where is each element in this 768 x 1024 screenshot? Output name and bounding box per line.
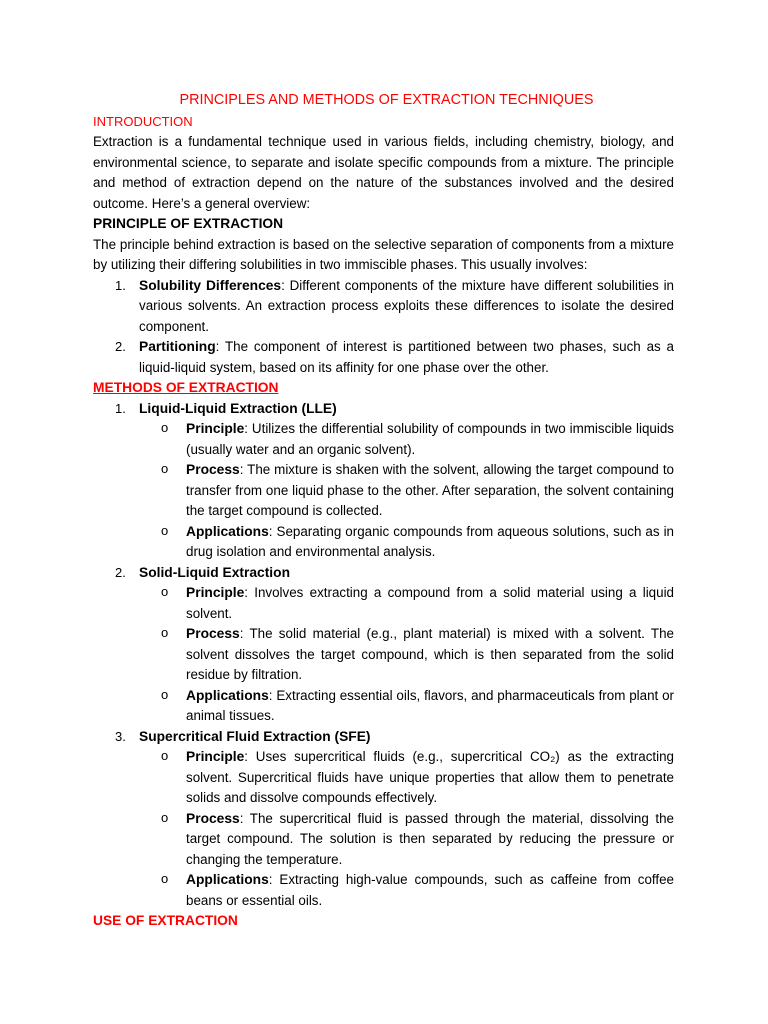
subitem-text: : Utilizes the differential solubility of compounds in two immiscible liquids (usually water and an organic solvent). bbox=[186, 421, 674, 457]
method-subitem bbox=[93, 583, 674, 624]
bullet: o bbox=[161, 871, 169, 886]
bullet: o bbox=[161, 686, 169, 702]
method-sublist bbox=[93, 419, 674, 563]
method-details bbox=[93, 419, 674, 563]
subitem-term: Applications bbox=[186, 872, 269, 887]
bullet: o bbox=[161, 522, 169, 538]
method-details bbox=[93, 583, 674, 727]
method-subitem bbox=[93, 624, 674, 686]
method-name: Liquid-Liquid Extraction (LLE) bbox=[139, 400, 337, 416]
subitem-term: Principle bbox=[186, 585, 245, 600]
method-subitem bbox=[93, 460, 674, 522]
subitem-text: : Involves extracting a compound from a solid material using a liquid solvent. bbox=[186, 585, 674, 621]
principle-list-item bbox=[93, 276, 674, 338]
method-item bbox=[93, 563, 674, 584]
method-details bbox=[93, 747, 674, 911]
method-item bbox=[93, 727, 674, 748]
principle-list-item bbox=[93, 337, 674, 378]
introduction-heading: INTRODUCTION bbox=[93, 113, 193, 129]
list-number: 3. bbox=[115, 728, 126, 744]
method-subitem bbox=[93, 686, 674, 727]
subitem-term: Applications bbox=[186, 523, 269, 539]
subitem-text: : The solid material (e.g., plant material) is mixed with a solvent. The solvent dissolves the target compound, which is then separated from the solid residue by filtration. bbox=[186, 626, 674, 682]
principle-paragraph: The principle behind extraction is based on the selective separation of components from a mixture by utilizing their differing solubilities in two immiscible phases. This usually involves: bbox=[93, 236, 674, 272]
subitem-text: : Extracting essential oils, flavors, and pharmaceuticals from plant or animal tissues. bbox=[186, 687, 674, 723]
list-number: 2. bbox=[115, 339, 126, 354]
bullet: o bbox=[161, 625, 169, 640]
subitem-term: Process bbox=[186, 626, 240, 641]
subitem-text: : Extracting high-value compounds, such as caffeine from coffee beans or essential oils. bbox=[186, 872, 674, 908]
bullet: o bbox=[161, 809, 169, 825]
principle-text: : The component of interest is partitioned between two phases, such as a liquid-liquid system, based on its affinity for one phase over the other. bbox=[139, 339, 674, 375]
method-subitem bbox=[93, 870, 674, 911]
method-subitem bbox=[93, 522, 674, 563]
method-item bbox=[93, 399, 674, 420]
method-sublist bbox=[93, 747, 674, 911]
bullet: o bbox=[161, 748, 169, 763]
bullet: o bbox=[161, 420, 169, 435]
methods-heading: METHODS OF EXTRACTION bbox=[93, 380, 279, 395]
principle-list bbox=[93, 276, 674, 379]
methods-list bbox=[93, 399, 674, 912]
principle-text: : Different components of the mixture have different solubilities in various solvents. An extraction process exploits these differences to isolate the desired component. bbox=[139, 277, 674, 334]
subitem-term: Principle bbox=[186, 421, 245, 436]
list-number: 2. bbox=[115, 564, 126, 580]
subitem-term: Process bbox=[186, 810, 240, 826]
method-subitem bbox=[93, 809, 674, 871]
principle-term: Solubility Differences bbox=[139, 277, 282, 293]
list-number: 1. bbox=[115, 400, 126, 416]
bullet: o bbox=[161, 584, 169, 599]
use-heading: USE OF EXTRACTION bbox=[93, 913, 238, 928]
method-name: Solid-Liquid Extraction bbox=[139, 564, 290, 580]
document-title: PRINCIPLES AND METHODS OF EXTRACTION TECHNIQUES bbox=[179, 92, 594, 108]
subitem-term: Principle bbox=[186, 749, 245, 764]
bullet: o bbox=[161, 461, 169, 476]
list-number: 1. bbox=[115, 277, 126, 293]
subitem-text: : Uses supercritical fluids (e.g., supercritical CO₂) as the extracting solvent. Supercritical fluids have unique properties that allow them to penetrate solids and dissolve compounds effectively. bbox=[186, 749, 674, 805]
subitem-text: : The mixture is shaken with the solvent, allowing the target compound to transfer from one liquid phase to the other. After separation, the solvent containing the target compound is collected. bbox=[186, 462, 674, 518]
document-body bbox=[93, 90, 674, 932]
subitem-text: : The supercritical fluid is passed through the material, dissolving the target compound. The solution is then separated by reducing the pressure or changing the temperature. bbox=[186, 810, 674, 867]
introduction-paragraph: Extraction is a fundamental technique used in various fields, including chemistry, biology, and environmental science, to separate and isolate specific compounds from a mixture. The principle and method of extraction depend on the nature of the substances involved and the desired outcome. Here’s a general overview: bbox=[93, 134, 674, 211]
method-sublist bbox=[93, 583, 674, 727]
subitem-term: Applications bbox=[186, 687, 269, 703]
method-name: Supercritical Fluid Extraction (SFE) bbox=[139, 728, 371, 744]
subitem-term: Process bbox=[186, 462, 240, 477]
principle-heading: PRINCIPLE OF EXTRACTION bbox=[93, 216, 284, 231]
method-subitem bbox=[93, 419, 674, 460]
principle-term: Partitioning bbox=[139, 339, 216, 354]
subitem-text: : Separating organic compounds from aqueous solutions, such as in drug isolation and environmental analysis. bbox=[186, 523, 674, 559]
method-subitem bbox=[93, 747, 674, 809]
